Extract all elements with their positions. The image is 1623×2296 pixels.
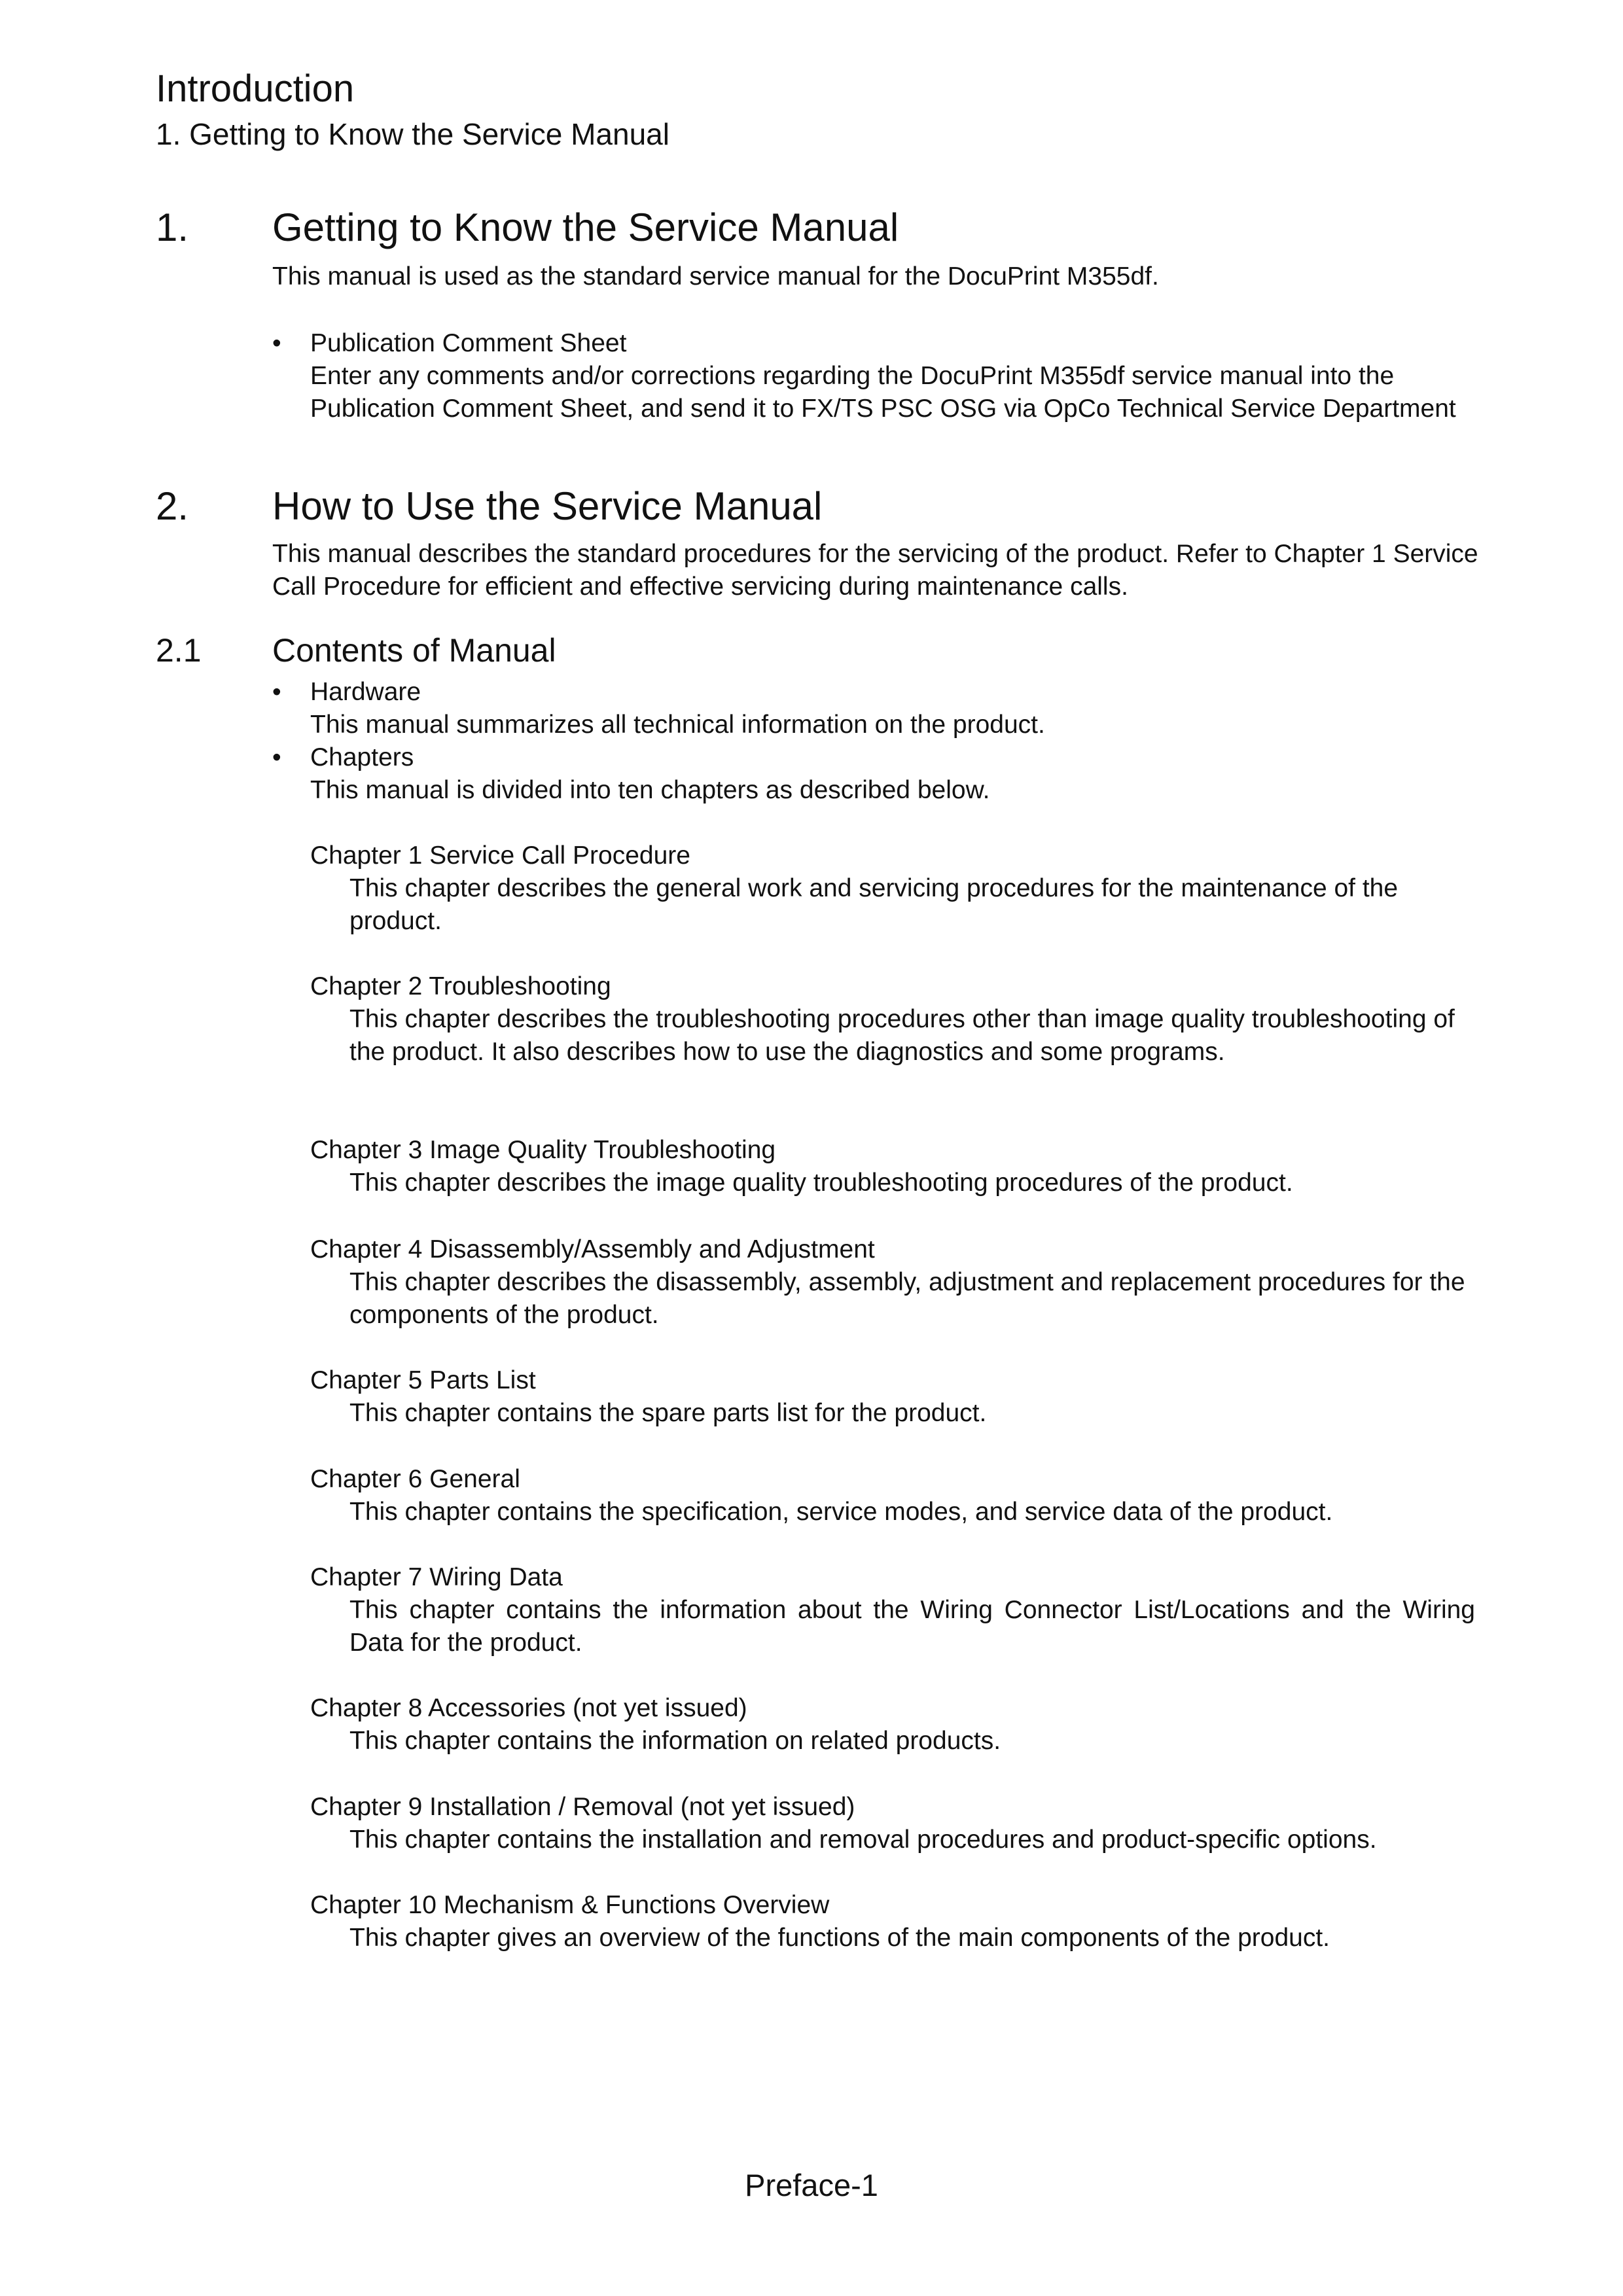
section-number: 1. <box>156 205 189 249</box>
chapter-title: Chapter 8 Accessories (not yet issued) <box>310 1694 747 1722</box>
chapter-description: This chapter describes the image quality troubleshooting procedures of the product. <box>349 1169 1293 1197</box>
bullet-body: This manual is divided into ten chapters as described below. <box>310 776 990 804</box>
section-title: How to Use the Service Manual <box>272 484 823 528</box>
chapter-description: This chapter gives an overview of the functions of the main components of the product. <box>349 1924 1330 1952</box>
chapter-description: This chapter contains the installation and removal procedures and product-specific options. <box>349 1826 1377 1854</box>
bullet-body: Enter any comments and/or corrections regarding the DocuPrint M355df service manual into the Publication Comment Sheet, and send it to FX/TS PSC OSG via OpCo Technical Service Department <box>310 362 1456 423</box>
bullet-hardware <box>272 676 1483 741</box>
chapter-title: Chapter 10 Mechanism & Functions Overview <box>310 1891 830 1919</box>
chapter-description: This chapter contains the spare parts list for the product. <box>349 1399 987 1427</box>
chapter-description: This chapter describes the disassembly, assembly, adjustment and replacement procedures for the components of the product. <box>349 1268 1465 1329</box>
chapter-entry-10 <box>310 1889 1475 1954</box>
chapter-title: Chapter 9 Installation / Removal (not yet issued) <box>310 1793 855 1821</box>
chapter-description: This chapter contains the specification, service modes, and service data of the product. <box>349 1498 1333 1526</box>
chapter-entry-6 <box>310 1463 1475 1528</box>
section-number: 2.1 <box>156 632 202 669</box>
chapter-title: Chapter 2 Troubleshooting <box>310 972 611 1000</box>
chapter-title: Chapter 1 Service Call Procedure <box>310 841 690 870</box>
chapter-title: Chapter 4 Disassembly/Assembly and Adjustment <box>310 1235 875 1263</box>
section-title: Contents of Manual <box>272 632 556 669</box>
running-header <box>156 65 669 156</box>
chapter-entry-9 <box>310 1791 1475 1856</box>
bullet-title: Chapters <box>310 743 414 771</box>
section-title: Getting to Know the Service Manual <box>272 205 899 249</box>
bullet-chapters <box>272 741 1483 807</box>
chapter-description: This chapter describes the troubleshooting procedures other than image quality troubleshooting of the product. It also describes how to use the diagnostics and some programs. <box>349 1005 1455 1066</box>
chapter-entry-2 <box>310 970 1475 1069</box>
bullet-title: Publication Comment Sheet <box>310 329 627 357</box>
bullet-icon: • <box>272 329 281 357</box>
section-1-intro: This manual is used as the standard service manual for the DocuPrint M355df. <box>272 262 1159 291</box>
chapter-title: Chapter 6 General <box>310 1465 520 1493</box>
chapter-title: Chapter 5 Parts List <box>310 1366 536 1394</box>
chapter-entry-3 <box>310 1134 1475 1199</box>
bullet-body: This manual summarizes all technical information on the product. <box>310 711 1045 739</box>
chapter-entry-5 <box>310 1364 1475 1430</box>
chapter-description: This chapter contains the information about the Wiring Connector List/Locations and the Wiring Data for the product. <box>349 1596 1475 1657</box>
chapter-title: Chapter 7 Wiring Data <box>310 1563 563 1591</box>
header-subtitle: 1. Getting to Know the Service Manual <box>156 117 669 151</box>
page-number: Preface-1 <box>745 2168 878 2202</box>
chapter-entry-1 <box>310 839 1475 938</box>
section-number: 2. <box>156 484 189 528</box>
bullet-publication-comment-sheet <box>272 327 1483 425</box>
bullet-icon: • <box>272 678 281 706</box>
chapter-entry-4 <box>310 1233 1475 1332</box>
chapter-entry-7 <box>310 1561 1475 1659</box>
chapter-description: This chapter describes the general work and servicing procedures for the maintenance of the product. <box>349 874 1399 935</box>
bullet-title: Hardware <box>310 678 421 706</box>
chapter-entry-8 <box>310 1692 1475 1757</box>
chapter-description: This chapter contains the information on related products. <box>349 1727 1001 1755</box>
bullet-icon: • <box>272 743 281 771</box>
section-2-intro: This manual describes the standard procedures for the servicing of the product. Refer to Chapter 1 Service Call Procedure for efficient and effective servicing during maintenance calls. <box>272 540 1478 601</box>
header-title: Introduction <box>156 67 355 110</box>
chapter-title: Chapter 3 Image Quality Troubleshooting <box>310 1136 776 1164</box>
